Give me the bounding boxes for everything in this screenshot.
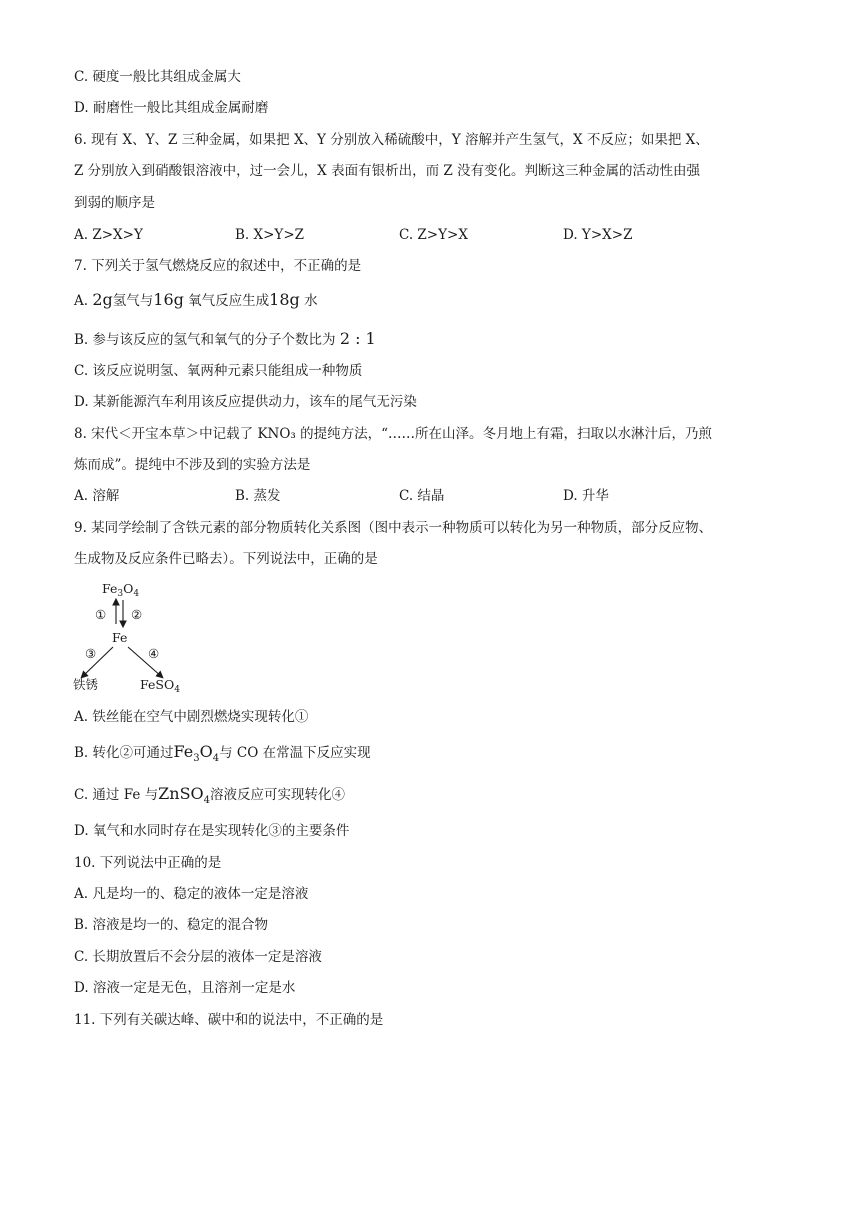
mass-16g: 16g <box>153 290 184 309</box>
q6-option-b: B. X>Y>Z <box>235 227 305 243</box>
q9-stem-line1: 9. 某同学绘制了含铁元素的部分物质转化关系图（图中表示一种物质可以转化为另一种物质，部分反应物、 <box>74 520 713 536</box>
rust-label: 铁锈 <box>73 677 99 692</box>
q9-option-d: D. 氧气和水同时存在是实现转化③的主要条件 <box>74 823 350 839</box>
q8-stem-line1: 8. 宋代＜开宝本草＞中记载了 KNO₃ 的提纯方法，“……所在山泽。冬月地上有霜，扫取以水淋汁后，乃煎 <box>74 426 713 442</box>
q8-option-b: B. 蒸发 <box>235 488 281 504</box>
feso4-label: FeSO$_4$ <box>140 677 180 695</box>
label-4: ④ <box>148 646 160 661</box>
q7-option-a: A. 2g氢气与16g 氧气反应生成18g 水 <box>74 290 318 309</box>
mass-2g: 2g <box>92 290 113 309</box>
q6-stem-line2: Z 分别放入到硝酸银溶液中，过一会儿，X 表面有银析出，而 Z 没有变化。判断这三种金属的活动性由强 <box>74 163 701 179</box>
q10-stem: 10. 下列说法中正确的是 <box>74 855 222 871</box>
fe-label: Fe <box>112 630 128 645</box>
q10-option-c: C. 长期放置后不会分层的液体一定是溶液 <box>74 949 322 965</box>
q7-option-c: C. 该反应说明氢、氧两种元素只能组成一种物质 <box>74 363 363 379</box>
q6-option-a: A. Z>X>Y <box>74 227 143 243</box>
q5-option-d: D. 耐磨性一般比其组成金属耐磨 <box>74 100 269 116</box>
q9-option-c: C. 通过 Fe 与ZnSO$_4$溶液反应可实现转化④ <box>74 784 346 807</box>
q9-option-b: B. 转化②可通过$Fe_3O_4$与 CO 在常温下反应实现 <box>74 742 371 765</box>
fe3o4-formula: $Fe_3O_4$ <box>173 742 220 765</box>
ratio: 2 : 1 <box>339 329 376 348</box>
znso4-formula: ZnSO$_4$ <box>158 784 211 807</box>
mass-18g: 18g <box>269 290 300 309</box>
label-2: ② <box>131 607 143 622</box>
q10-option-d: D. 溶液一定是无色，且溶剂一定是水 <box>74 980 296 996</box>
fe3o4-label: $Fe_3O_4$ <box>102 581 140 599</box>
q5-option-c: C. 硬度一般比其组成金属大 <box>74 69 241 85</box>
q6-option-d: D. Y>X>Z <box>563 227 633 243</box>
q6-stem-line3: 到弱的顺序是 <box>74 195 155 211</box>
q8-option-d: D. 升华 <box>563 488 609 504</box>
q8-stem-line2: 炼而成”。提纯中不涉及到的实验方法是 <box>74 457 311 473</box>
q8-option-a: A. 溶解 <box>74 488 120 504</box>
q6-option-c: C. Z>Y>X <box>399 227 468 243</box>
q6-stem-line1: 6. 现有 X、Y、Z 三种金属，如果把 X、Y 分别放入稀硫酸中，Y 溶解并产生氢气，X 不反应；如果把 X、 <box>74 132 709 148</box>
label-1: ① <box>95 607 107 622</box>
q7-option-d: D. 某新能源汽车利用该反应提供动力，该车的尾气无污染 <box>74 394 417 410</box>
q9-option-a: A. 铁丝能在空气中剧烈燃烧实现转化① <box>74 709 309 725</box>
q7-stem: 7. 下列关于氢气燃烧反应的叙述中，不正确的是 <box>74 258 362 274</box>
q8-option-c: C. 结晶 <box>399 488 445 504</box>
q9-stem-line2: 生成物及反应条件已略去）。下列说法中，正确的是 <box>74 551 378 567</box>
q7-option-b: B. 参与该反应的氢气和氧气的分子个数比为 2 : 1 <box>74 329 376 348</box>
q11-stem: 11. 下列有关碳达峰、碳中和的说法中，不正确的是 <box>74 1012 384 1028</box>
iron-conversion-diagram <box>70 576 200 696</box>
label-3: ③ <box>85 646 97 661</box>
q10-option-a: A. 凡是均一的、稳定的液体一定是溶液 <box>74 886 309 902</box>
q10-option-b: B. 溶液是均一的、稳定的混合物 <box>74 917 269 933</box>
